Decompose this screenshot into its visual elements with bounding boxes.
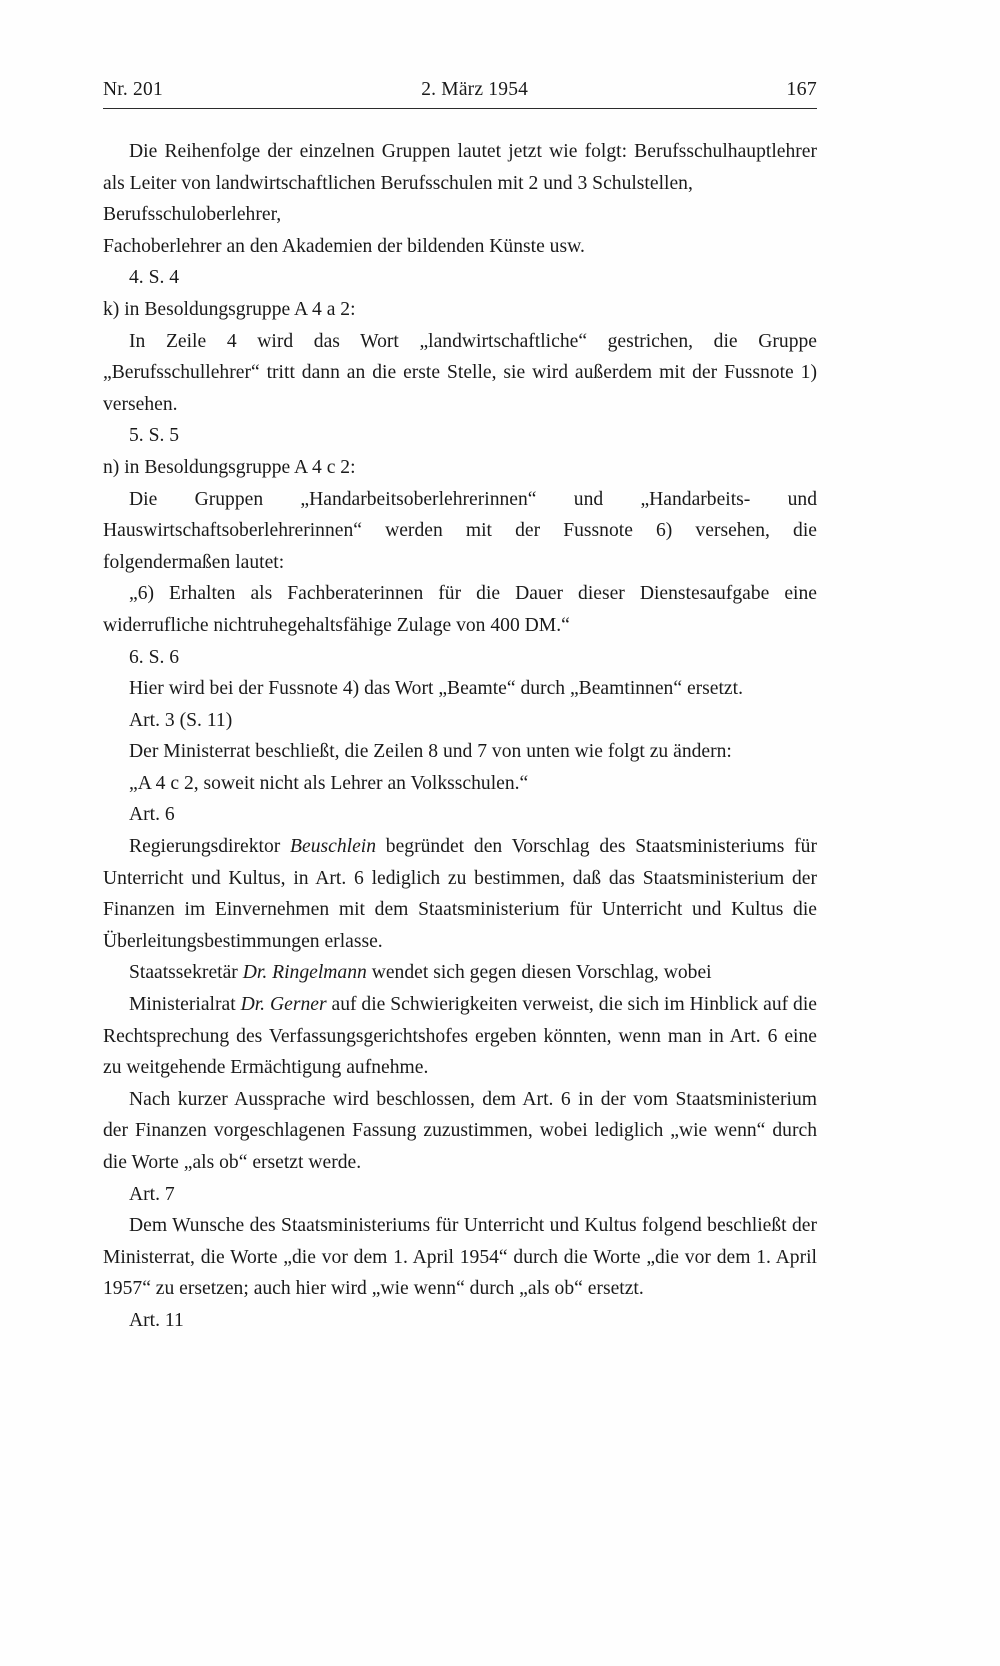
- paragraph: Der Ministerrat beschließt, die Zeilen 8 und 7 von unten wie folgt zu ändern:: [129, 741, 732, 763]
- paragraph: Die Reihenfolge der einzelnen Gruppen lautet jetzt wie folgt: Berufsschulhauptlehrer als Leiter von landwirtschaftlichen Berufsschulen mit 2 und 3 Schulstellen,: [103, 141, 817, 194]
- paragraph-segment: Ministerialrat: [129, 994, 241, 1016]
- paragraph: Fachoberlehrer an den Akademien der bildenden Künste usw.: [103, 235, 585, 257]
- paragraph-segment: begründet den Vorschlag des Staatsministeriums für Unterricht und Kultus, in Art. 6 lediglich zu bestimmen, daß das Staatsministerium der Finanzen im Einvernehmen mit dem Staatsministerium für Unterricht und Kultus die Überleitungsbestimmungen erlasse.: [103, 836, 818, 952]
- header-date: 2. März 1954: [421, 79, 529, 100]
- header-document-number: Nr. 201: [103, 79, 163, 100]
- paragraph: In Zeile 4 wird das Wort „landwirtschaftliche“ gestrichen, die Gruppe „Berufsschullehrer“ tritt dann an die erste Stelle, sie wird außerdem mit der Fussnote 1) versehen.: [103, 330, 817, 415]
- paragraph-segment: wendet sich gegen diesen Vorschlag, wobei: [366, 962, 712, 984]
- paragraph: Art. 7: [129, 1183, 175, 1205]
- paragraph-segment: auf die Schwierigkeiten verweist, die sich im Hinblick auf die Rechtsprechung des Verfassungsgerichtshofes ergeben könnten, wenn man in Art. 6 eine zu weitgehende Ermächtigung aufnehme.: [103, 994, 817, 1079]
- paragraph: Die Gruppen „Handarbeitsoberlehrerinnen“ und „Handarbeits- und Hauswirtschaftsoberlehrerinnen“ werden mit der Fussnote 6) versehen, die folgendermaßen lautet:: [103, 488, 817, 573]
- paragraph: [103, 831, 817, 957]
- paragraph: n) in Besoldungsgruppe A 4 c 2:: [103, 456, 356, 478]
- paragraph-segment: Regierungsdirektor: [129, 836, 291, 858]
- paragraph: „A 4 c 2, soweit nicht als Lehrer an Volksschulen.“: [129, 772, 529, 794]
- paragraph: Berufsschuloberlehrer,: [103, 204, 282, 226]
- paragraph: Art. 6: [129, 804, 175, 826]
- person-name: Dr. Gerner: [240, 994, 327, 1016]
- person-name: Dr. Ringelmann: [242, 962, 367, 984]
- paragraph: Art. 3 (S. 11): [129, 709, 233, 731]
- paragraph: Hier wird bei der Fussnote 4) das Wort „Beamte“ durch „Beamtinnen“ ersetzt.: [129, 678, 743, 700]
- paragraph: 5. S. 5: [129, 425, 180, 447]
- paragraph: Art. 11: [129, 1309, 184, 1331]
- person-name: Beuschlein: [290, 836, 377, 858]
- paragraph: [103, 989, 817, 1084]
- paragraph: k) in Besoldungsgruppe A 4 a 2:: [103, 298, 356, 320]
- page-content: [103, 78, 817, 1337]
- page-number: 167: [786, 78, 817, 100]
- paragraph: 4. S. 4: [129, 267, 180, 289]
- page-header: [103, 78, 817, 109]
- body-text: [103, 136, 817, 1337]
- paragraph: „6) Erhalten als Fachberaterinnen für die Dauer dieser Dienstesaufgabe eine widerrufliche nichtruhegehaltsfähige Zulage von 400 DM.“: [103, 583, 817, 636]
- paragraph: 6. S. 6: [129, 646, 180, 668]
- paragraph-segment: Staatssekretär: [129, 962, 243, 984]
- paragraph: Nach kurzer Aussprache wird beschlossen, dem Art. 6 in der vom Staatsministerium der Finanzen vorgeschlagenen Fassung zuzustimmen, wobei lediglich „wie wenn“ durch die Worte „als ob“ ersetzt werde.: [103, 1088, 817, 1173]
- paragraph: [103, 957, 817, 989]
- paragraph: Dem Wunsche des Staatsministeriums für Unterricht und Kultus folgend beschließt der Ministerrat, die Worte „die vor dem 1. April 1954“ durch die Worte „die vor dem 1. April 1957“ zu ersetzen; auch hier wird „wie wenn“ durch „als ob“ ersetzt.: [103, 1215, 817, 1300]
